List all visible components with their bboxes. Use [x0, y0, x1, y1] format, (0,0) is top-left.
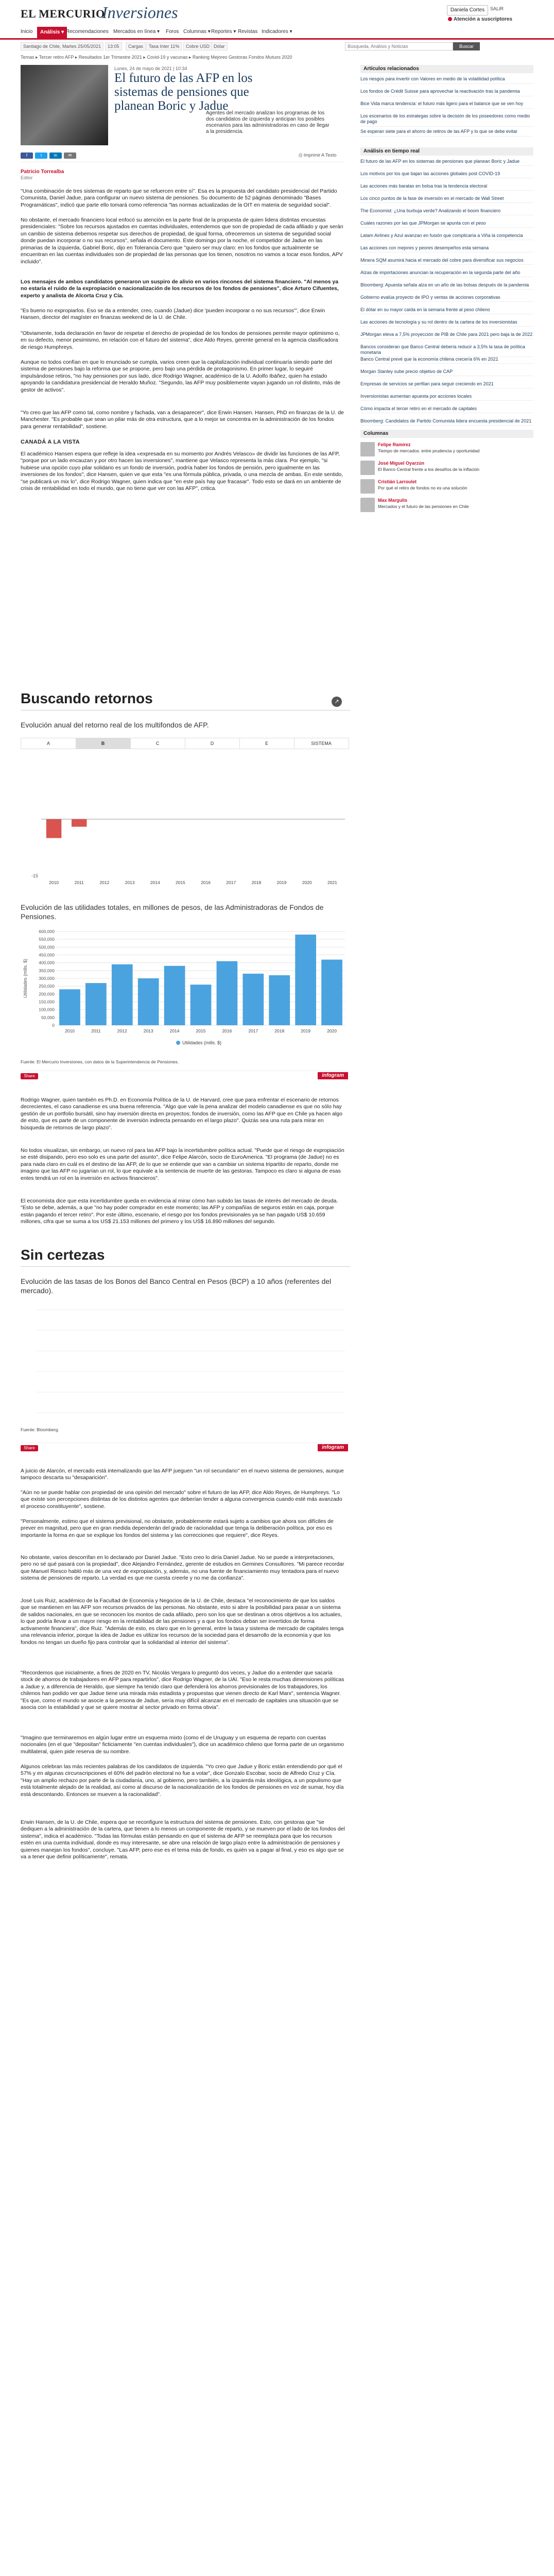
article-paragraph: No obstante, varios descorrifan en lo declarado por Daniel Jadue. "Esto creo lo diría Daniel Jadue. No se puede a interpretaciones, pero no sé qué pasará con la propiedad", dice Alejandro Fernández, gerente de estudios en Gemines Consultores. "Mi parece recordar que Manuel Riesco habló más de una vez de expropiación, y, además, no una fuente de financiamiento muy tentadora para el nuevo sistema de pensiones de reparto. La verdad es que me cuesta creerle y no me da confianza". — [21, 1554, 344, 1581]
live-analysis-link[interactable]: Bloomberg: Candidatos de Partido Comunista lidera encuesta presidencial de 2021 — [360, 418, 533, 426]
tab-fund-c[interactable]: C — [130, 738, 185, 749]
bar-2017 — [243, 974, 264, 1025]
tab-fund-b[interactable]: B — [76, 738, 131, 749]
article-title: El futuro de las AFP en los sistemas de pensiones que planean Boric y Jadue — [114, 71, 253, 113]
bar-2018 — [269, 975, 290, 1025]
linkedin-share-button[interactable]: in — [49, 152, 62, 159]
ticker-tasa[interactable]: Tasa Inter 11% — [146, 42, 182, 50]
live-analysis-link[interactable]: Los motivos por los que bajan las acciones globales post COVID-19 — [360, 171, 533, 178]
live-analysis-link[interactable]: Empresas de servicios se perfilan para seguir creciendo en 2021 — [360, 381, 533, 388]
columnist-name[interactable]: José Miguel Oyarzún — [378, 461, 425, 466]
infogram-footer — [21, 1443, 348, 1451]
main-nav — [0, 27, 554, 40]
ticker-cobre[interactable]: Cobre USD — [183, 42, 212, 50]
column-headline[interactable]: Tiempo de mercados: entre prudencia y oportunidad — [378, 448, 480, 453]
tab-fund-d[interactable]: D — [185, 738, 240, 749]
nav-item-inicio[interactable]: Inicio — [21, 29, 33, 35]
live-analysis-header: Análisis en tiempo real — [360, 147, 533, 156]
x-tick-label: 2011 — [91, 1028, 101, 1033]
y-tick-label: 500,000 — [39, 944, 55, 950]
chart-title: Evolución de las tasas de los Bonos del Banco Central en Pesos (BCP) a 10 años (referentes del mercado). — [21, 1277, 332, 1295]
y-axis-label: Utilidades (mills. $) — [23, 958, 28, 998]
chart-share-button[interactable]: Share — [21, 1073, 38, 1079]
y-tick-label: -15 — [31, 873, 38, 878]
infogram-footer — [21, 1071, 348, 1079]
article-paragraph: "Una combinación de tres sistemas de reparto que se refuercen entre sí". Esa es la propuesta del candidato presidencial del Partido Comunista, Daniel Jadue, para configurar un nuevo sistema de pensiones. Su documento de 52 páginas denominado "Bases Programáticas", indicó que parte ello tomará como referencia "las normas actualizadas de la OIT en materia de seguridad social". — [21, 188, 337, 208]
article-paragraph: Los mensajes de ambos candidatos generaron un suspiro de alivio en varios rincones del sistema financiero. "Al menos ya no estaría el ruido de la expropiación o nacionalización de los recursos de los fondos de pensiones", dice Arturo Cifuentes, experto y analista de Alcorta Cruz y Cía. — [21, 278, 339, 299]
article-paragraph: A juicio de Alarcón, el mercado está internalizando que las AFP jueguen "un rol secundario" en el nuevo sistema de pensiones, aunque tampoco descarta su "desaparición". — [21, 1467, 344, 1481]
article-paragraph: Rodrigo Wagner, quien también es Ph.D. en Economía Política de la U. de Harvard, cree que para enfrentar el escenario de retornos decrecientes, el caso canadiense es una buena referencia. "Algo que vale la pena analizar del modelo canadiense es que no sólo hay gestión de un portfolio bursátil, sino hay inversión directa en proyectos; fondos de inversión, como las AFP que en Chile ya hacen algo de esto, que es parte de un componente de inversión indirecta pensando en el largo plazo". Quizás sea una ruta para mirar en búsqueda de retornos de largo plazo". — [21, 1096, 342, 1131]
x-tick-label: 2012 — [117, 1028, 127, 1033]
column-headline[interactable]: Mercados y el futuro de las pensiones en Chile — [378, 504, 469, 509]
fund-tabs — [21, 738, 349, 749]
author-role: Editor — [21, 175, 33, 180]
live-analysis-link[interactable]: Inversionistas aumentan apuesta por acciones locales — [360, 394, 533, 401]
live-analysis-link[interactable]: Minera SQM asumirá hacia el mercado del cobre para diversificar sus negocios — [360, 258, 533, 265]
bar-2012 — [112, 964, 133, 1025]
x-tick-label: 2013 — [143, 1028, 153, 1033]
live-analysis-link[interactable]: Las acciones de tecnología y su rol dentro de la cartera de los inversionistas — [360, 319, 533, 327]
article-paragraph: "Aún no se puede hablar con propiedad de una opinión del mercado" sobre el futuro de las AFP, dice Aldo Reyes, de Humphreys. "Lo que existe son percepciones distintas de los distintos agentes que deberían tender a alguna convergencia cuando esté más avanzado el proceso constituyente", sostiene. — [21, 1489, 342, 1510]
y-tick-label: 400,000 — [39, 960, 55, 965]
bar-2015 — [191, 985, 212, 1025]
article-paragraph: "Yo creo que las AFP como tal, como nombre y fachada, van a desaparecer", dice Erwin Hansen. Hansen, PhD en finanzas de la U. de Manchester. "Es probable que sean un pilar más de otra estructura, que a lo mejor se concentra en la administración de los fondos para generar rentabilidad", sostiene. — [21, 409, 344, 430]
section-heading: Sin certezas — [21, 1247, 350, 1267]
print-label: Imprimir — [303, 152, 321, 158]
related-article-link[interactable]: Los escenarios de los estrategas sobre la decisión de los poseedores como medio de pago — [360, 113, 533, 127]
live-analysis-link[interactable]: Cuáles razones por las que JPMorgan se apunta con el peso — [360, 221, 533, 228]
bar-2020 — [321, 960, 342, 1025]
live-analysis-link[interactable]: Latam Airlines y Azul avanzan en fusión que complicaría a Viña la competencia — [360, 233, 533, 240]
article-paragraph: El economista dice que esta incertidumbre queda en evidencia al mirar cómo han subido las tasas de interés del mercado de deuda. "Esto se debe, además, a que "no hay poder comprador en este momento; las AFP y compañías de seguros están en caja, porque están pagando el tercer retiro". Por este último, escenario, el riesgo por los fondos previsionales ya se han pagado US$ 10.659 millones, cifra que se suma a los US$ 21.153 millones del primero y los US$ 16.890 millones del segundo. — [21, 1197, 338, 1225]
live-analysis-link[interactable]: Bancos consideran que Banco Central debería reducir a 3,5% la tasa de política monetaria — [360, 344, 533, 357]
nav-item-mercados[interactable]: Mercados en línea ▾ — [113, 29, 160, 35]
columnist-avatar[interactable] — [360, 442, 375, 456]
infogram-logo[interactable]: infogram — [318, 1444, 348, 1451]
x-tick-label: 2019 — [276, 880, 287, 885]
article-paragraph: No todos visualizan, sin embargo, un nuevo rol para las AFP bajo la incertidumbre política actual. "Puede que el riesgo de expropiación se esté disipando, pero eso solo es una parte del asunto", dice Felipe Alarcón, socio de EuroAmerica. "El programa (de Jadue) no es para nada claro en cuál es el destino de las AFP, de lo que se entiende que van a cambiar un sistema tripartito de reparto, donde me imagino que las AFP no jugarían un rol, lo que equivale a la sentencia de muerte de las gestoras. Tampoco es claro si alguna de esas entes tendrá un rol en la inversión en activos financieros". — [21, 1147, 344, 1181]
nav-item-revistas[interactable]: Revistas — [238, 29, 258, 35]
columnist-avatar[interactable] — [360, 498, 375, 512]
related-article-link[interactable]: Bice Vida marca tendencia: el futuro más ligero para el balance que se ven hoy — [360, 101, 533, 109]
article-paragraph: El académico Hansen espera que refleje la idea «expresada en su momento por Andrés Velasco» de dividir las funciones de las AFP, "porque por un lado encauzan y por otro hacen las inversiones", mantiene que Velasco representa la más clara. Por ejemplo, "si hubiese una opción cuyo pilar solidario es un fondo de inversión, podría haber los fondos de pensión, pero igualmente en las inversiones de los fondos", dice Hansen, quien ve que esta "es una fórmula pública, privada, o una mezcla de ambas. En este sentido, "se publicará un mix lo", dice Rodrigo Wagner, quien indica que "en este país hay que fracasar". Todo esto se dará en un ambiente de crisis de rentabilidad en todo el mundo, que no tiene que ver con las AFP", critica. — [21, 450, 343, 492]
subscriber-icon — [448, 17, 452, 21]
share-icon[interactable]: ↗ — [332, 697, 342, 707]
live-analysis-link[interactable]: Las acciones más baratas en bolsa tras la tendencia electoral — [360, 183, 533, 191]
bar-2016 — [217, 961, 238, 1025]
x-tick-label: 2015 — [196, 1028, 206, 1033]
live-analysis-link[interactable]: Bloomberg: Apuesta señala alza en un año de las bolsas después de la pandemia — [360, 282, 533, 290]
chart-title: Evolución de las utilidades totales, en millones de pesos, de las Administradoras de Fondos de Pensiones. — [21, 903, 324, 921]
live-analysis-link[interactable]: Las acciones con mejores y peores desempeños esta semana — [360, 245, 533, 252]
bar-2011 — [72, 819, 87, 827]
article-paragraph: Algunos celebran las más recientes palabras de los candidatos de izquierda. "Yo creo que Jadue y Boric están entendiendo por qué el 57% y en algunas circunscripciones el 60% del padrón electoral no fue a votar", dice Gonzalo Escobar, socio de Alfredo Cruz y Cía. "Hay un amplio rechazo por parte de la ciudadanía, uno, al gobierno, pero también, a la izquierda más ideológica, a un populismo que está totalmente alejado de la realidad, así como al discurso de la nacionalización de los fondos de pensiones en voz de sumar, hoy día está descontando. Entonces se mueven a la racionalidad". — [21, 1763, 344, 1798]
nav-item-recomendaciones[interactable]: Recomendaciones — [66, 29, 109, 35]
y-tick-label: 200,000 — [39, 991, 55, 997]
font-size-button[interactable]: A Texto — [321, 152, 337, 158]
article-paragraph: Erwin Hansen, de la U. de Chile, espera que se reconfigure la estructura del sistema de pensiones. Esto, con gestoras que "se dediquen a la administración de la cartera, que tienen a lo menos un componente de reparto, y se mueven por el lado de los fondos del sistema", indica el académico. "Todas las fórmulas están pensando en que el sistema de AFP se reemplaza para que los recursos estén en una cuenta individual, donde es muy interesante, se abre una relación de largo plazo entre la administración de pensiones y quienes manejan los fondos", concluye. "Las AFP, pero ese es el tema más de fondo, es quién va a pagar al final, y eso es algo que se va a tener que definir políticamente", remata. — [21, 1819, 345, 1860]
chart-gridlines — [36, 1310, 345, 1413]
y-tick-label: 300,000 — [39, 976, 55, 981]
x-tick-label: 2010 — [49, 880, 59, 885]
bar-2010 — [59, 989, 80, 1025]
tab-fund-a[interactable]: A — [21, 738, 76, 749]
live-analysis-link[interactable]: JPMorgan eleva a 7,5% proyección de PIB de Chile para 2021 pero baja la de 2022 — [360, 332, 533, 339]
x-tick-label: 2020 — [302, 880, 312, 885]
nav-item-indicadores[interactable]: Indicadores ▾ — [262, 29, 292, 35]
x-tick-label: 2010 — [64, 1028, 75, 1033]
nav-item-foros[interactable]: Foros — [166, 29, 179, 35]
bar-2013 — [138, 978, 159, 1025]
live-analysis-link[interactable]: Los cinco puntos de la fase de inversión en el mercado de Wall Street — [360, 196, 533, 203]
article-lead: Agentes del mercado analizan los programas de los dos candidatos de izquierda y anticipan los posibles escenarios para las administradoras en caso de llegar a la presidencia. — [206, 110, 330, 134]
chart-source: Fuente: Bloomberg. — [21, 1427, 59, 1432]
live-analysis-link[interactable]: Alzas de importaciones anuncian la recuperación en la segunda parte del año — [360, 270, 533, 277]
columns-header: Columnas — [360, 430, 533, 438]
related-article-link[interactable]: Los riesgos para invertir con Valores en medio de la volatilidad política — [360, 76, 533, 84]
subscriber-label: Atención a suscriptores — [454, 16, 512, 22]
hero-photo — [21, 65, 108, 145]
chart-title: Evolución anual del retorno real de los multifondos de AFP. — [21, 721, 209, 729]
related-article-link[interactable]: Se esperan siete para el ahorro de retiros de las AFP y lo que se debe evitar — [360, 129, 533, 137]
live-analysis-link[interactable]: The Economist: ¿Una burbuja verde? Analizando el boom financiero — [360, 208, 533, 215]
section-heading: Buscando retornos — [21, 690, 350, 710]
columnist-avatar[interactable] — [360, 461, 375, 475]
ticker-dolar[interactable]: Dólar — [211, 42, 228, 50]
chart-share-button[interactable]: Share — [21, 1445, 38, 1451]
font-size-label: Texto — [325, 152, 337, 158]
y-tick-label: 50,000 — [41, 1014, 55, 1020]
author-name[interactable]: Patricio Torrealba — [21, 169, 64, 175]
columnist-avatar[interactable] — [360, 479, 375, 494]
y-tick-label: 250,000 — [39, 984, 55, 989]
x-tick-label: 2019 — [301, 1028, 311, 1033]
x-tick-label: 2013 — [125, 880, 135, 885]
y-tick-label: 100,000 — [39, 1007, 55, 1012]
subscriber-link[interactable] — [448, 16, 512, 22]
live-analysis-link[interactable]: El dólar en su mayor caída en la semana frente al peso chileno — [360, 307, 533, 314]
x-tick-label: 2016 — [201, 880, 211, 885]
article-paragraph: "Es bueno no expropiarlos. Eso se da a entender, creo, cuando (Jadue) dice 'pueden incorporar o no sus recursos'", dice Erwin Hansen, director del magíster en finanzas weekend de la U. de Chile. — [21, 307, 325, 320]
returns-bar-chart — [21, 757, 350, 891]
bar-2010 — [46, 819, 62, 838]
legend-label: Utilidades (mills. $) — [182, 1040, 222, 1045]
live-analysis-link[interactable]: Cómo impacta el tercer retiro en el mercado de capitales — [360, 406, 533, 413]
article-paragraph: Aunque no todos confían en que lo enunciado se cumpla, varios creen que la capitalización individual continuaría siendo parte del sistema de pensiones bajo la reforma que se propone, pero bajo una pérdida de protagonismo. En primer lugar, lo seguiré impulsándose retiros, "no hay pensiones por sus lado, dice Rodrigo Wagner, académico de la U. Adolfo Ibáñez, quien ha estado apoyando la candidatura presidencial de Heraldo Muñoz. "Segundo, las AFP muy posiblemente vayan jugando un rol distinto, más de gestor de activos". — [21, 359, 341, 393]
x-tick-label: 2021 — [327, 880, 337, 885]
article-paragraph: "Obviamente, toda declaración en favor de respetar el derecho de propiedad de los fondos de pensiones permite mayor optimismo o, en su defecto, menor pesimismo, en relación con el futuro del sistema", dice Aldo Reyes, gerente general en la agencia clasificadora de riesgo Humphreys. — [21, 330, 340, 350]
column-headline[interactable]: Por qué el retiro de fondos no es una solución — [378, 485, 468, 490]
y-tick-label: 150,000 — [39, 999, 55, 1005]
ticker-cargas[interactable]: Cargas — [126, 42, 146, 50]
related-article-link[interactable]: Los fondos de Crédit Suisse para aprovechar la reactivación tras la pandemia — [360, 89, 533, 96]
live-analysis-link[interactable]: Morgan Stanley sube precio objetivo de CAP — [360, 369, 533, 376]
user-button[interactable]: Daniela Cortes — [447, 5, 488, 15]
facebook-share-button[interactable]: f — [21, 152, 33, 159]
related-articles-header: Artículos relacionados — [360, 65, 533, 73]
search-button[interactable]: Buscar — [453, 42, 480, 50]
x-tick-label: 2018 — [251, 880, 262, 885]
article-subheading: CANADÁ A LA VISTA — [21, 439, 80, 445]
time-display: 13:05 — [105, 42, 122, 50]
article-paragraph: "Imagino que terminaremos en algún lugar entre un esquema mixto (como el de Uruguay y un esquema de reparto con cuentas nocionales (en el que "depositan" ficticiamente "en cuentas individuales"), dice un académico chileno que forma parte de un organismo multilateral, quien pide reserva de su nombre. — [21, 1734, 344, 1755]
top-header — [0, 0, 554, 27]
live-analysis-link[interactable]: Banco Central prevé que la economía chilena crecería 6% en 2021 — [360, 357, 533, 364]
tab-fund-e[interactable]: E — [239, 738, 295, 749]
x-tick-label: 2015 — [175, 880, 185, 885]
x-tick-label: 2018 — [274, 1028, 285, 1033]
article-paragraph: No obstante, el mercado financiero local enfocó su atención en la parte final de la propuesta de quien lidera distintas encuestas presidenciales: "Sobre los recursos ajustados en cuentas individuales, entendemos que son de propiedad de cada afiliado y que serán un cambio de sistema debemos respetar sus derechos de propiedad, de igual forma, ofreceremos un sistema de seguridad social donde puedan incorporar o no sus recursos", señala el documento. Este domingo por la noche, el competidor de Jadue en las primarias de la izquierda, Gabriel Boric, dijo en Tolerancia Cero que "quiero ser muy claro: en los fondos que actualmente se encuentran en las cuentas individuales son de propiedad de las personas que los tienen, nosotros no vamos a tocar esos fondos, APV incluido". — [21, 216, 343, 265]
x-tick-label: 2017 — [248, 1028, 258, 1033]
chart-source: Fuente: El Mercurio Inversiones, con datos de la Superintendencia de Pensiones. — [21, 1059, 179, 1064]
search-input[interactable] — [345, 42, 453, 50]
x-tick-label: 2012 — [99, 880, 110, 885]
columnist-name[interactable]: Felipe Ramírez — [378, 442, 411, 447]
y-tick-label: 550,000 — [39, 937, 55, 942]
bar-2014 — [164, 966, 185, 1025]
print-button[interactable]: ⎙ Imprimir — [299, 152, 321, 158]
x-tick-label: 2020 — [327, 1028, 337, 1033]
article-paragraph: José Luis Ruiz, académico de la Facultad de Economía y Negocios de la U. de Chile, destaca "el reconocimiento de que los saldos que se mantienen en las AFP son recursos privados de las personas. No obstante, esto si abre la posibilidad para pasar a un sistema de salidos nacionales, en que se reconocen los montos de cada afiliado, pero son los que se destinan a otros objetivos a los actuales, lo que podría llevar a un mayor riesgo en la rentabilidad de las pensiones y a que los fondos deban ser invertidos de forma activamente financiera", dice Ruiz. "Además de esto, es claro que en lo general, entre la tasa y sistema de mercado de capitales tenga una relevancia inferior, porque la idea de Jadue es utilizar los recursos de la sociedad para el desarrollo de la economía y que los fondos no tengan un dueño fijo para controlar que la solidaridad al interior del sistema". — [21, 1597, 344, 1646]
x-tick-label: 2016 — [222, 1028, 232, 1033]
y-tick-label: 600,000 — [39, 929, 55, 934]
columnist-name[interactable]: Cristián Larroulet — [378, 479, 417, 484]
bar-2011 — [85, 983, 107, 1025]
article-paragraph: "Personalmente, estimo que el sistema previsional, no obstante, probablemente estará sujeto a cambios que ahora son difíciles de prever en magnitud, pero que en gran medida dependerán del grado de racionalidad que tenga la deliberación política, por eso es importante la forma en que se explique los fondos del sistema y las correcciones que requiere", dice Reyes. — [21, 1518, 334, 1538]
twitter-share-button[interactable]: t — [35, 152, 47, 159]
share-toolbar — [21, 151, 345, 162]
nav-item-columnas[interactable]: Columnas ▾ — [183, 29, 211, 35]
nav-item-analisis[interactable]: Análisis ▾ — [37, 27, 67, 38]
x-tick-label: 2017 — [226, 880, 236, 885]
email-share-button[interactable]: ✉ — [64, 152, 76, 159]
column-headline[interactable]: El Banco Central frente a los desafíos de la inflación — [378, 467, 480, 472]
article-dateline: Lunes, 24 de mayo de 2021 | 10:34 — [114, 66, 187, 71]
live-analysis-link[interactable]: El futuro de las AFP en los sistemas de pensiones que planean Boric y Jadue — [360, 159, 533, 166]
profits-bar-chart — [21, 927, 350, 1056]
date-display: Santiago de Chile, Martes 25/05/2021 — [21, 42, 103, 50]
infogram-logo[interactable]: infogram — [318, 1072, 348, 1079]
logout-link[interactable]: SALIR — [490, 6, 504, 11]
bar-2019 — [295, 935, 316, 1025]
x-tick-label: 2014 — [150, 880, 160, 885]
y-tick-label: 0 — [52, 1023, 55, 1028]
site-logo[interactable]: EL MERCURIO — [21, 7, 105, 20]
breadcrumb[interactable]: Temas ▸ Tercer retiro AFP ▸ Resultados 1er Trimestre 2021 ▸ Covid-19 y vacunas ▸ Ranking Mejores Gestoras Fondos Mutuos 2020 — [21, 55, 292, 60]
live-analysis-link[interactable]: Gobierno evalúa proyecto de IPO y ventas de acciones corporativas — [360, 295, 533, 302]
article-paragraph: "Recordemos que inicialmente, a fines de 2020 en TV, Nicolás Vergara lo preguntó dos veces, y Jadue dio a entender que sacaría stock de ahorros de trabajadores en AFP para repartirlos", dice Rodrigo Wagner, de la UAI. "Eso le resta muchas dimensiones políticas a Jadue y, a diferencia de Heraldo, que siempre ha tenido claro que defenderá los ahorros previsionales de los trabajadores, los chilenos han podido ver que Jadue tiene una mirada más estadista y propuestas que vienen directo de Karl Marx", sentencia Wagner. "Es que, como el mundo se asocie a la persona de Jadue, sería muy difícil alcanzar en el mercado de capitales una situación que se asocia con la estabilidad y que se quiere mostrar al sector privado en forma obvia". — [21, 1669, 344, 1710]
tab-sistema[interactable]: SISTEMA — [311, 741, 332, 746]
section-logo[interactable]: Inversiones — [102, 3, 178, 22]
x-tick-label: 2011 — [74, 880, 84, 885]
bond-rates-line-chart — [21, 1299, 350, 1423]
nav-item-reportes[interactable]: Reportes ▾ — [211, 29, 236, 35]
y-tick-label: 450,000 — [39, 952, 55, 958]
y-tick-label: 350,000 — [39, 968, 55, 973]
legend-marker — [176, 1041, 180, 1045]
x-tick-label: 2014 — [169, 1028, 180, 1033]
columnist-name[interactable]: Max Margulis — [378, 498, 408, 503]
